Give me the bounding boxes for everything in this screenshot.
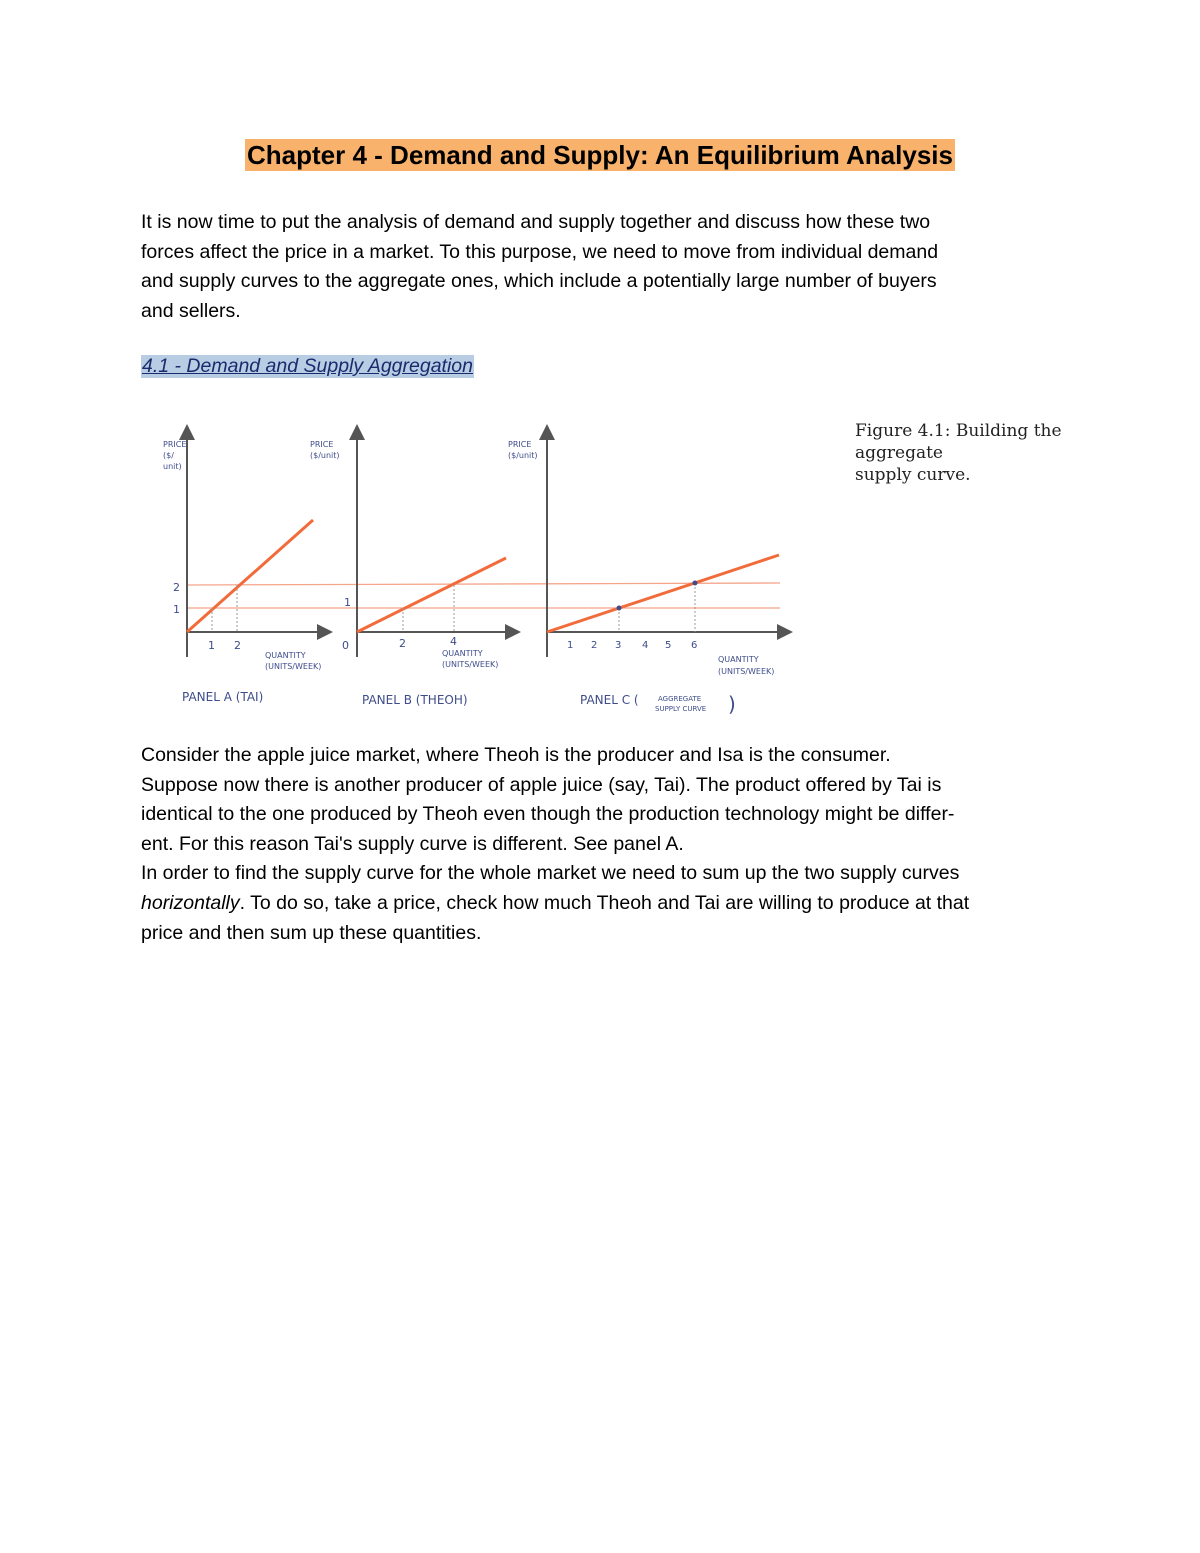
intro-paragraph xyxy=(141,208,1071,326)
figure-caption-line: Figure 4.1: Building the aggregate xyxy=(855,421,1062,463)
panel-a-y-label: PRICE xyxy=(163,440,187,449)
panel-c-point xyxy=(617,606,622,611)
intro-line: It is now time to put the analysis of demand and supply together and discuss how these two xyxy=(141,211,931,233)
panel-c-title-sub: SUPPLY CURVE xyxy=(655,705,707,713)
panel-b-supply-curve xyxy=(357,558,506,632)
body-line: price and then sum up these quantities. xyxy=(141,921,482,944)
panel-c-tick-x: 5 xyxy=(665,640,672,651)
intro-line: and supply curves to the aggregate ones, which include a potentially large number of buyers xyxy=(141,270,937,293)
page-title-text: Chapter 4 - Demand and Supply: An Equilibrium Analysis xyxy=(247,140,953,170)
panel-a-supply-curve xyxy=(187,520,313,632)
panel-c-x-label: QUANTITY xyxy=(718,655,759,664)
panel-c-tick-x: 1 xyxy=(567,640,574,651)
emphasis-text: horizontally xyxy=(141,891,240,914)
panel-b xyxy=(310,432,513,707)
panel-c-y-label: ($/unit) xyxy=(508,451,538,460)
panel-a-tick-y: 1 xyxy=(173,603,180,616)
panel-b-y-label: ($/unit) xyxy=(310,451,340,460)
panel-b-tick-x: 4 xyxy=(450,635,457,648)
panel-b-tick-y: 1 xyxy=(344,596,351,609)
body-line: ent. For this reason Tai's supply curve is different. See panel A. xyxy=(141,832,684,855)
panel-b-origin: 0 xyxy=(342,639,349,652)
panel-c xyxy=(508,432,785,716)
svg-text:PRICE ($/ unit) xyxy=(163,440,189,471)
body-line-rest: . To do so, take a price, check how much Theoh and Tai are willing to produce at that xyxy=(239,891,970,914)
panel-b-x-label: (UNITS/WEEK) xyxy=(442,660,499,669)
svg-text:PRICE ($/unit) xyxy=(508,440,538,460)
page-title xyxy=(0,140,1200,171)
svg-text:QUANTITY (UNITS/WEEK) xyxy=(718,655,774,676)
panel-b-x-label: QUANTITY xyxy=(442,649,483,658)
body-paragraph xyxy=(141,741,1071,948)
panel-c-y-label: PRICE xyxy=(508,440,532,449)
svg-text:QUANTITY (UNITS/WEEK) xyxy=(442,649,498,669)
panel-a-y-label: unit) xyxy=(163,462,182,471)
figure-caption xyxy=(855,420,1145,486)
panel-a-y-label: ($/ xyxy=(163,451,174,460)
panel-c-tick-x: 6 xyxy=(691,640,698,651)
panel-a-tick-x: 1 xyxy=(208,639,215,652)
svg-text:AGGREGATE SUPPLY CURVE xyxy=(655,695,706,713)
panel-c-title-sub: AGGREGATE xyxy=(658,695,702,703)
body-line: identical to the one produced by Theoh even though the production technology might be differ- xyxy=(141,803,955,826)
panel-c-title-close: ) xyxy=(728,692,736,716)
panel-a-tick-y: 2 xyxy=(173,581,180,594)
body-line: Consider the apple juice market, where Theoh is the producer and Isa is the consumer. xyxy=(141,744,891,766)
intro-line: and sellers. xyxy=(141,299,241,322)
panel-c-tick-x: 2 xyxy=(591,640,598,651)
panel-a-x-label: QUANTITY xyxy=(265,651,306,660)
panel-a-title: PANEL A (TAI) xyxy=(182,690,264,704)
panel-a-x-label: (UNITS/WEEK) xyxy=(265,662,322,671)
panel-c-aggregate-supply-curve xyxy=(547,555,779,632)
figure-caption-line: supply curve. xyxy=(855,465,971,485)
panel-b-title: PANEL B (THEOH) xyxy=(362,693,468,707)
panel-c-tick-x: 4 xyxy=(642,640,649,651)
panel-c-title: PANEL C ( xyxy=(580,693,639,707)
panel-c-point xyxy=(693,581,698,586)
panel-b-tick-x: 2 xyxy=(399,637,406,650)
intro-line: forces affect the price in a market. To this purpose, we need to move from individual demand xyxy=(141,240,939,263)
body-line xyxy=(141,889,1071,919)
panel-c-x-label: (UNITS/WEEK) xyxy=(718,667,775,676)
section-heading-link[interactable]: 4.1 - Demand and Supply Aggregation xyxy=(142,355,473,377)
body-line: Suppose now there is another producer of apple juice (say, Tai). The product offered by Tai is xyxy=(141,773,942,796)
body-line: In order to find the supply curve for the whole market we need to sum up the two supply curves xyxy=(141,862,960,885)
panel-b-y-label: PRICE xyxy=(310,440,334,449)
panel-a xyxy=(163,432,325,704)
svg-text:PRICE ($/unit) xyxy=(310,440,340,460)
svg-text:QUANTITY (UNITS/WEEK) xyxy=(265,651,321,671)
panel-c-tick-x: 3 xyxy=(615,640,622,651)
panel-a-tick-x: 2 xyxy=(234,639,241,652)
